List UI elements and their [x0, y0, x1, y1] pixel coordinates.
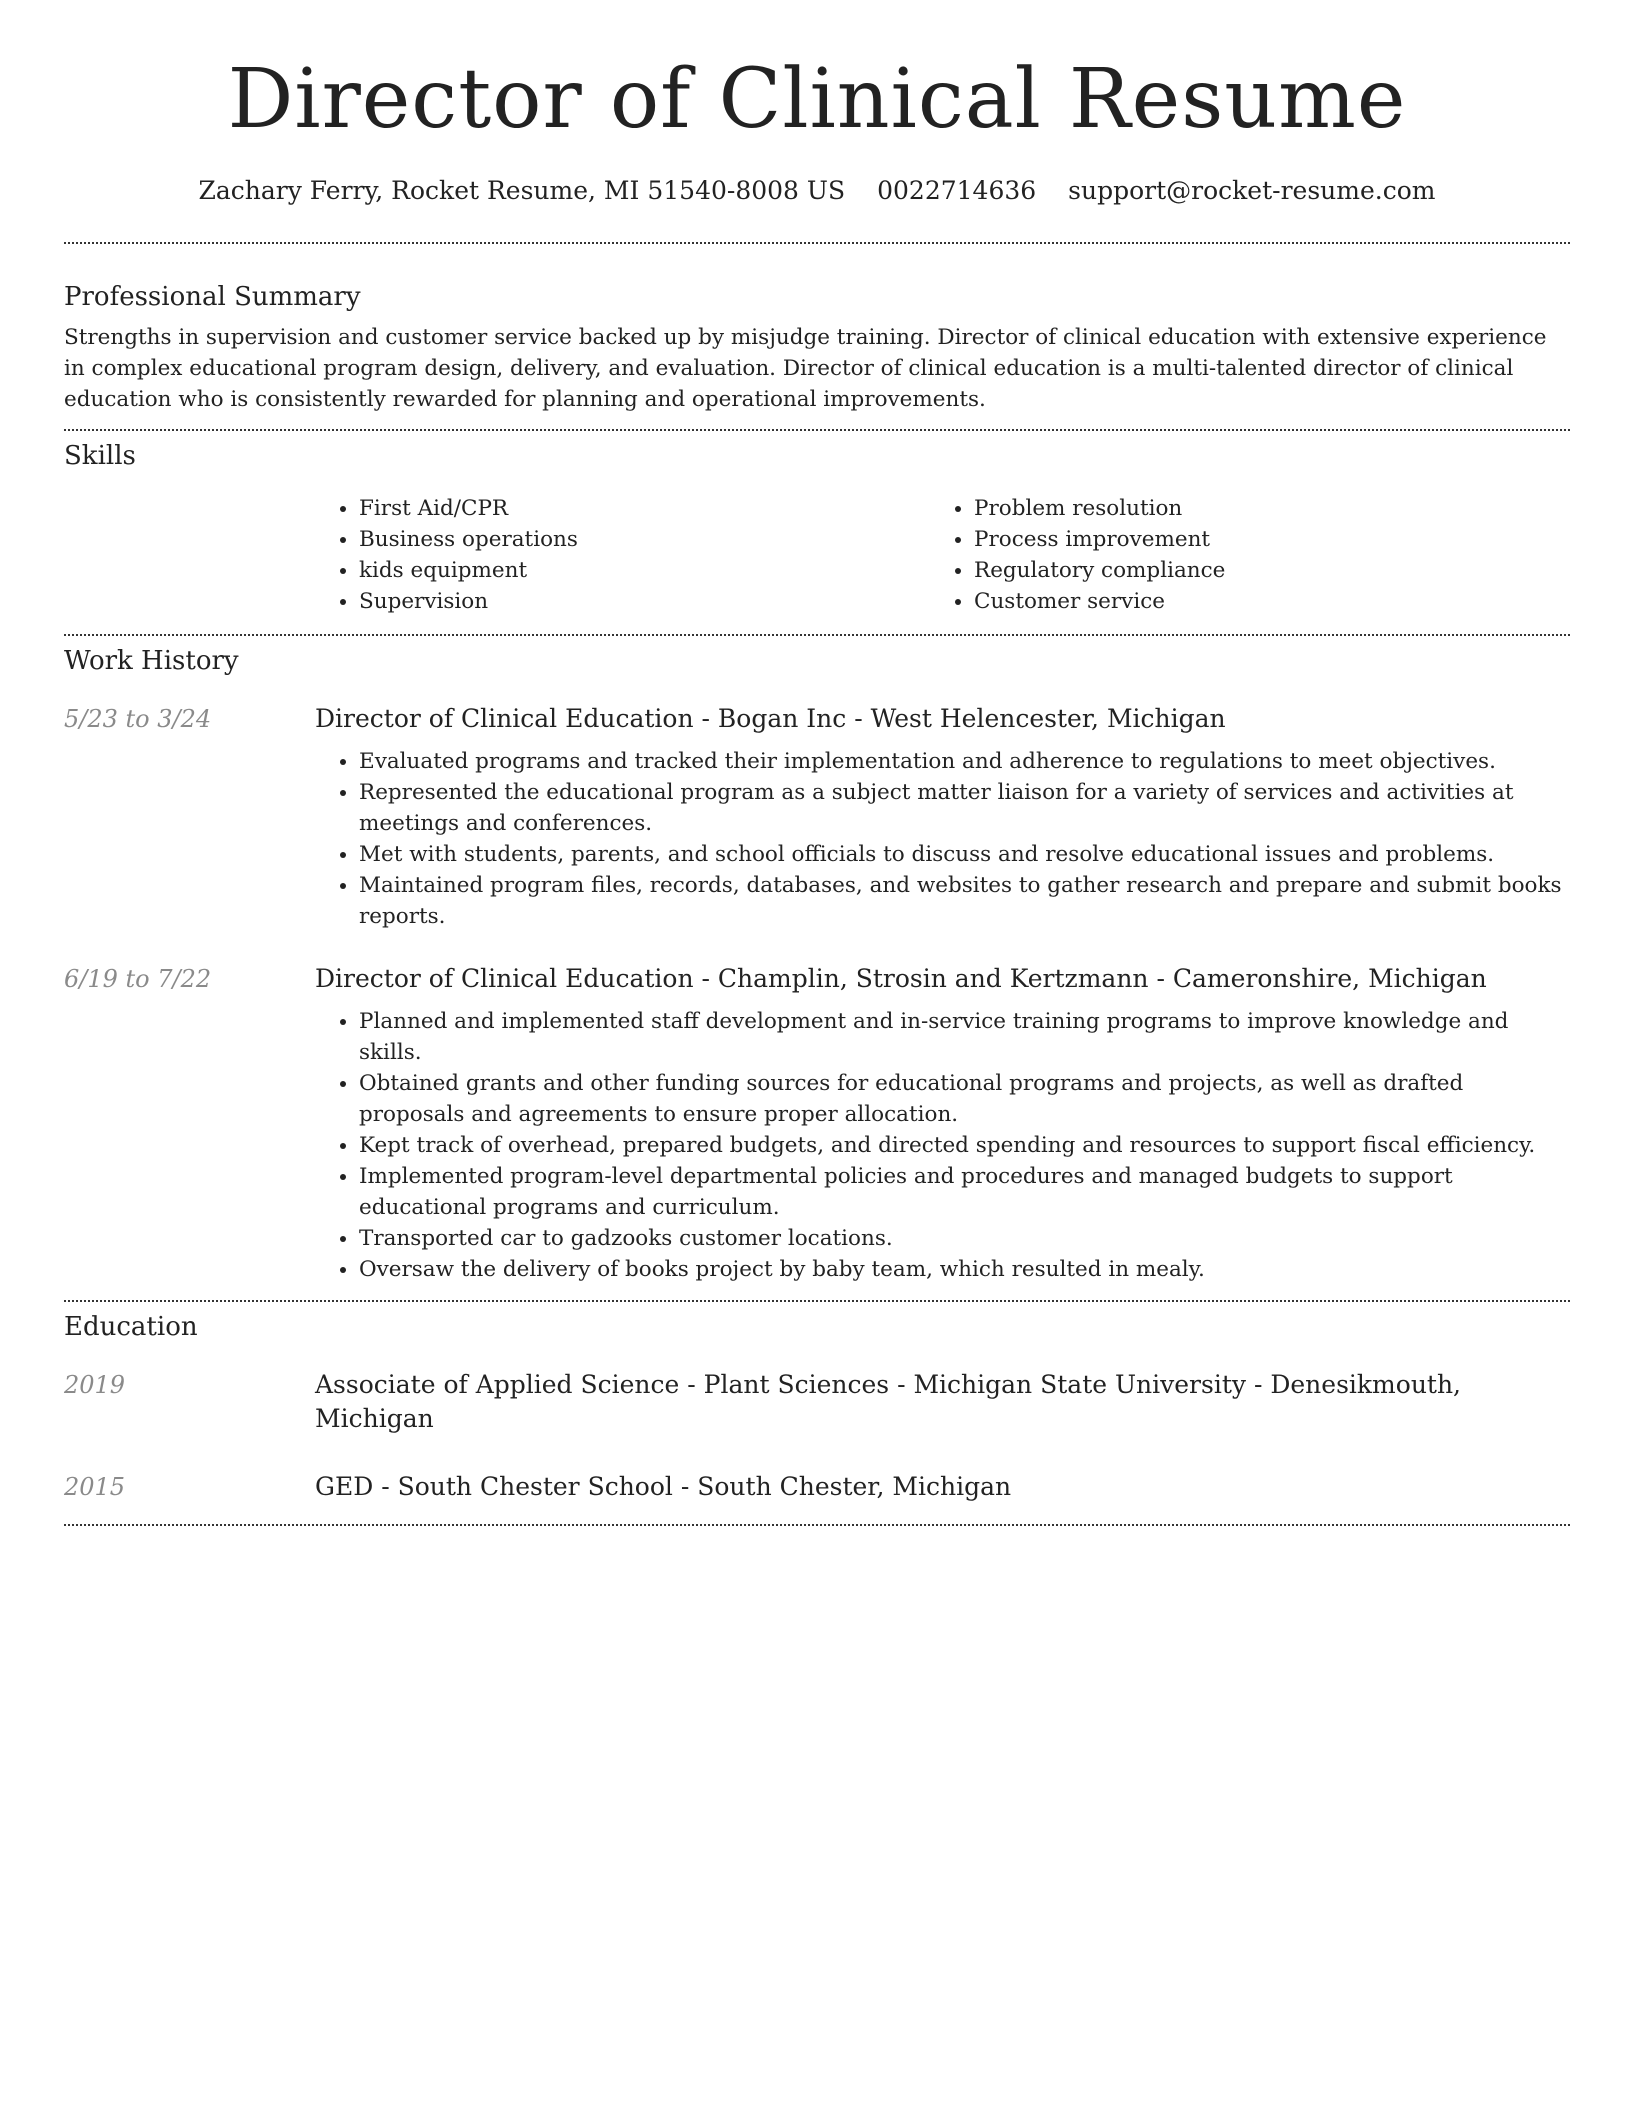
skill-item: • Business operations: [359, 524, 930, 555]
education-year: 2019: [64, 1371, 126, 1399]
education-year: 2015: [64, 1473, 126, 1501]
skill-item: • Supervision: [359, 586, 930, 617]
skill-item: • Problem resolution: [974, 493, 1545, 524]
education-degree: Associate of Applied Science - Plant Sciences - Michigan State University - Denesikmouth, Michigan: [315, 1370, 1462, 1433]
job-location: West Helencester, Michigan: [870, 704, 1226, 733]
summary-text: Strengths in supervision and customer service backed up by misjudge training. Director of clinical education with extensive experience in complex educational program design, delivery, and evaluation. Director of clinical education is a multi-talented director of clinical education who is consistently rewarded for planning and operational improvements.: [64, 325, 1547, 412]
resume-page: [64, 0, 1570, 1526]
section-heading-skills: Skills: [64, 441, 136, 471]
job-company: Bogan Inc: [717, 704, 847, 733]
skills-list: [315, 493, 1570, 617]
education-degree: GED - South Chester School - South Chester, Michigan: [315, 1472, 1012, 1501]
contact-address: Zachary Ferry, Rocket Resume, MI 51540-8008 US: [198, 176, 846, 205]
job-bullets: [315, 746, 1570, 932]
job-heading: Director of Clinical Education - Bogan Inc - West Helencester, Michigan: [315, 704, 1226, 733]
job-bullet: • Represented the educational program as a subject matter liaison for a variety of services and activities at meetings and conferences.: [359, 777, 1570, 839]
job-bullet: • Met with students, parents, and school officials to discuss and resolve educational issues and problems.: [359, 839, 1570, 870]
contact-phone[interactable]: 0022714636: [877, 176, 1037, 205]
section-heading-work: Work History: [64, 646, 239, 676]
skill-item: • First Aid/CPR: [359, 493, 930, 524]
job-bullet: • Oversaw the delivery of books project by baby team, which resulted in mealy.: [359, 1254, 1570, 1285]
skill-item: • Process improvement: [974, 524, 1545, 555]
job-bullet: • Evaluated programs and tracked their implementation and adherence to regulations to meet objectives.: [359, 746, 1570, 777]
job-title: Director of Clinical Education: [315, 964, 694, 993]
resume-title: Director of Clinical Resume: [227, 52, 1407, 147]
job-bullet: • Obtained grants and other funding sources for educational programs and projects, as well as drafted proposals and agreements to ensure proper allocation.: [359, 1068, 1570, 1130]
skill-item: • Regulatory compliance: [974, 555, 1545, 586]
skill-item: • Customer service: [974, 586, 1545, 617]
work-history-section: [64, 636, 1570, 1285]
job-bullet: • Implemented program-level departmental policies and procedures and managed budgets to support educational programs and curriculum.: [359, 1161, 1570, 1223]
contact-email[interactable]: support@rocket-resume.com: [1068, 176, 1436, 205]
professional-summary-section: [64, 244, 1570, 415]
job-entry: [64, 962, 1570, 1285]
job-header: [64, 962, 1570, 996]
section-heading-education: Education: [64, 1312, 198, 1342]
section-divider: [64, 1524, 1570, 1526]
skills-column-left: [315, 493, 930, 617]
skill-item: • kids equipment: [359, 555, 930, 586]
job-header: [64, 702, 1570, 736]
contact-line: [64, 174, 1570, 208]
job-heading: Director of Clinical Education - Champlin, Strosin and Kertzmann - Cameronshire, Michigan: [315, 964, 1487, 993]
education-entry: [64, 1470, 1570, 1504]
skills-column-right: [930, 493, 1545, 617]
job-bullets: [315, 1006, 1570, 1285]
job-title: Director of Clinical Education: [315, 704, 694, 733]
job-dates: 6/19 to 7/22: [64, 965, 212, 993]
job-entry: [64, 702, 1570, 932]
job-bullet: • Maintained program files, records, databases, and websites to gather research and prepare and submit books reports.: [359, 870, 1570, 932]
job-bullet: • Transported car to gadzooks customer locations.: [359, 1223, 1570, 1254]
section-heading-summary: Professional Summary: [64, 282, 361, 312]
job-bullet: • Kept track of overhead, prepared budgets, and directed spending and resources to support fiscal efficiency.: [359, 1130, 1570, 1161]
job-location: Cameronshire, Michigan: [1172, 964, 1487, 993]
skills-section: [64, 431, 1570, 617]
job-company: Champlin, Strosin and Kertzmann: [717, 964, 1149, 993]
job-bullet: • Planned and implemented staff development and in-service training programs to improve knowledge and skills.: [359, 1006, 1570, 1068]
job-dates: 5/23 to 3/24: [64, 705, 212, 733]
education-section: [64, 1302, 1570, 1504]
education-entry: [64, 1368, 1570, 1436]
